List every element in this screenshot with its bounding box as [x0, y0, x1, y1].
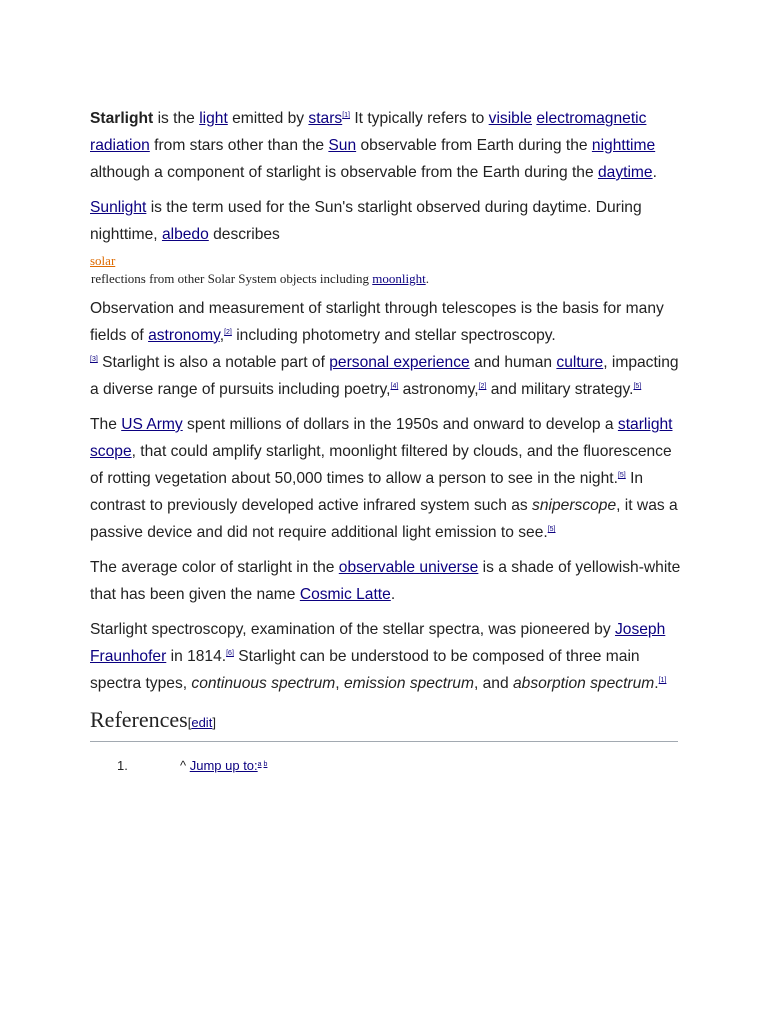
- citation-link[interactable]: [3]: [90, 356, 98, 363]
- text: in 1814.: [166, 648, 227, 665]
- link-electromagnetic-radiation[interactable]: electromagnetic radiation: [90, 110, 647, 154]
- text: from stars other than the: [149, 137, 329, 154]
- link-sunlight[interactable]: Sunlight: [90, 199, 147, 216]
- text: In contrast to previously developed active infrared system such as: [90, 470, 644, 514]
- text: is the term used for the Sun's starlight observed during daytime. During nighttime,: [90, 199, 642, 243]
- link-moonlight[interactable]: moonlight: [372, 271, 426, 286]
- citation-link[interactable]: [5]: [633, 383, 642, 390]
- citation-link[interactable]: [6]: [226, 650, 234, 657]
- text: Observation and measurement of starlight through telescopes is the basis for many fields of: [90, 300, 664, 344]
- paragraph-spectroscopy: [90, 616, 682, 697]
- link-nighttime[interactable]: nighttime: [591, 137, 656, 154]
- text: .: [425, 271, 429, 286]
- paragraph-us-army: [90, 411, 682, 546]
- citation: [618, 472, 626, 479]
- text: astronomy,: [398, 381, 479, 398]
- link-light[interactable]: light: [199, 110, 228, 127]
- backlink-a[interactable]: a: [257, 761, 262, 768]
- text: The: [90, 416, 122, 433]
- text: observable from Earth during the: [356, 137, 592, 154]
- paragraph-sunlight: [90, 194, 682, 248]
- text: reflections from other Solar System objects including: [91, 271, 373, 286]
- text: is the: [153, 110, 200, 127]
- text: spent millions of dollars in the 1950s and onward to develop a: [182, 416, 618, 433]
- reflections-line: [91, 270, 682, 287]
- term-sniperscope: sniperscope: [532, 497, 617, 514]
- solar-line: [90, 252, 682, 269]
- link-visible[interactable]: visible: [488, 110, 532, 127]
- edit-link[interactable]: edit: [191, 715, 213, 730]
- reference-backlinks: [180, 758, 267, 773]
- text: , impacting a diverse range of pursuits including poetry,: [90, 354, 679, 398]
- text: .: [654, 675, 659, 692]
- text: Starlight is also a notable part of: [97, 354, 330, 371]
- link-daytime[interactable]: daytime: [597, 164, 653, 181]
- text: describes: [208, 226, 280, 243]
- jump-up-link[interactable]: Jump up to:: [189, 758, 258, 773]
- bracket: [: [187, 715, 192, 730]
- link-personal-experience[interactable]: personal experience: [329, 354, 470, 371]
- text: and military strategy.: [486, 381, 634, 398]
- link-astronomy[interactable]: astronomy: [148, 327, 220, 344]
- term-absorption-spectrum: absorption spectrum: [512, 675, 655, 692]
- link-cosmic-latte[interactable]: Cosmic Latte: [299, 586, 391, 603]
- text: is a shade of yellowish-white that has been given the name: [90, 559, 681, 603]
- link-solar[interactable]: solar: [90, 253, 116, 268]
- bracket: ]: [212, 715, 216, 730]
- text: emitted by: [227, 110, 309, 127]
- citation-link[interactable]: [4]: [390, 383, 399, 390]
- term-continuous-spectrum: continuous spectrum: [191, 675, 336, 692]
- references-heading: [90, 705, 678, 742]
- text: including photometry and stellar spectroscopy.: [231, 327, 556, 344]
- backlink-b[interactable]: b: [263, 761, 268, 768]
- text: , and: [473, 675, 513, 692]
- link-starlight-scope[interactable]: starlight scope: [90, 416, 673, 460]
- citation: [224, 329, 232, 336]
- citation: [90, 356, 98, 363]
- edit-section: [188, 715, 216, 730]
- citation-link[interactable]: [5]: [547, 526, 556, 533]
- text: , it was a passive device and did not require additional light emission to see.: [90, 497, 678, 541]
- text: and human: [469, 354, 557, 371]
- citation: [548, 526, 556, 533]
- term-starlight: Starlight: [90, 110, 154, 127]
- citation: [633, 383, 641, 390]
- reference-list: [90, 758, 682, 778]
- citation-link[interactable]: [1]: [342, 112, 350, 119]
- citation: [659, 677, 667, 684]
- text: .: [652, 164, 657, 181]
- reference-number: 1.: [117, 758, 128, 773]
- citation-link[interactable]: [2]: [224, 329, 232, 336]
- link-us-army[interactable]: US Army: [121, 416, 183, 433]
- references-title: References: [90, 707, 188, 732]
- paragraph-intro: [90, 105, 682, 186]
- text: Starlight can be understood to be composed of three main spectra types,: [90, 648, 640, 692]
- text: , that could amplify starlight, moonlight filtered by clouds, and the fluorescence of rotting vegetation about 50,000 times to allow a person to see in the night.: [90, 443, 672, 487]
- link-stars[interactable]: stars: [308, 110, 343, 127]
- text: although a component of starlight is observable from the Earth during the: [90, 164, 598, 181]
- paragraph-color: [90, 554, 682, 608]
- link-observable-universe[interactable]: observable universe: [338, 559, 479, 576]
- text: The average color of starlight in the: [90, 559, 339, 576]
- citation-link[interactable]: [5]: [617, 472, 626, 479]
- text: ,: [335, 675, 344, 692]
- link-culture[interactable]: culture: [556, 354, 604, 371]
- link-sun[interactable]: Sun: [328, 137, 357, 154]
- link-albedo[interactable]: albedo: [161, 226, 209, 243]
- article-body: [90, 105, 682, 778]
- term-emission-spectrum: emission spectrum: [343, 675, 474, 692]
- text: .: [390, 586, 396, 603]
- text: Starlight spectroscopy, examination of the stellar spectra, was pioneered by: [90, 621, 615, 638]
- text: It typically refers to: [350, 110, 489, 127]
- citation: [342, 112, 350, 119]
- citation-link[interactable]: [2]: [478, 383, 487, 390]
- text: ,: [219, 327, 225, 344]
- link-joseph-fraunhofer[interactable]: Joseph Fraunhofer: [90, 621, 666, 665]
- paragraph-observation: [90, 295, 682, 403]
- caret-icon: ^: [180, 758, 190, 773]
- citation: [226, 650, 234, 657]
- citation-link[interactable]: [1]: [658, 677, 667, 684]
